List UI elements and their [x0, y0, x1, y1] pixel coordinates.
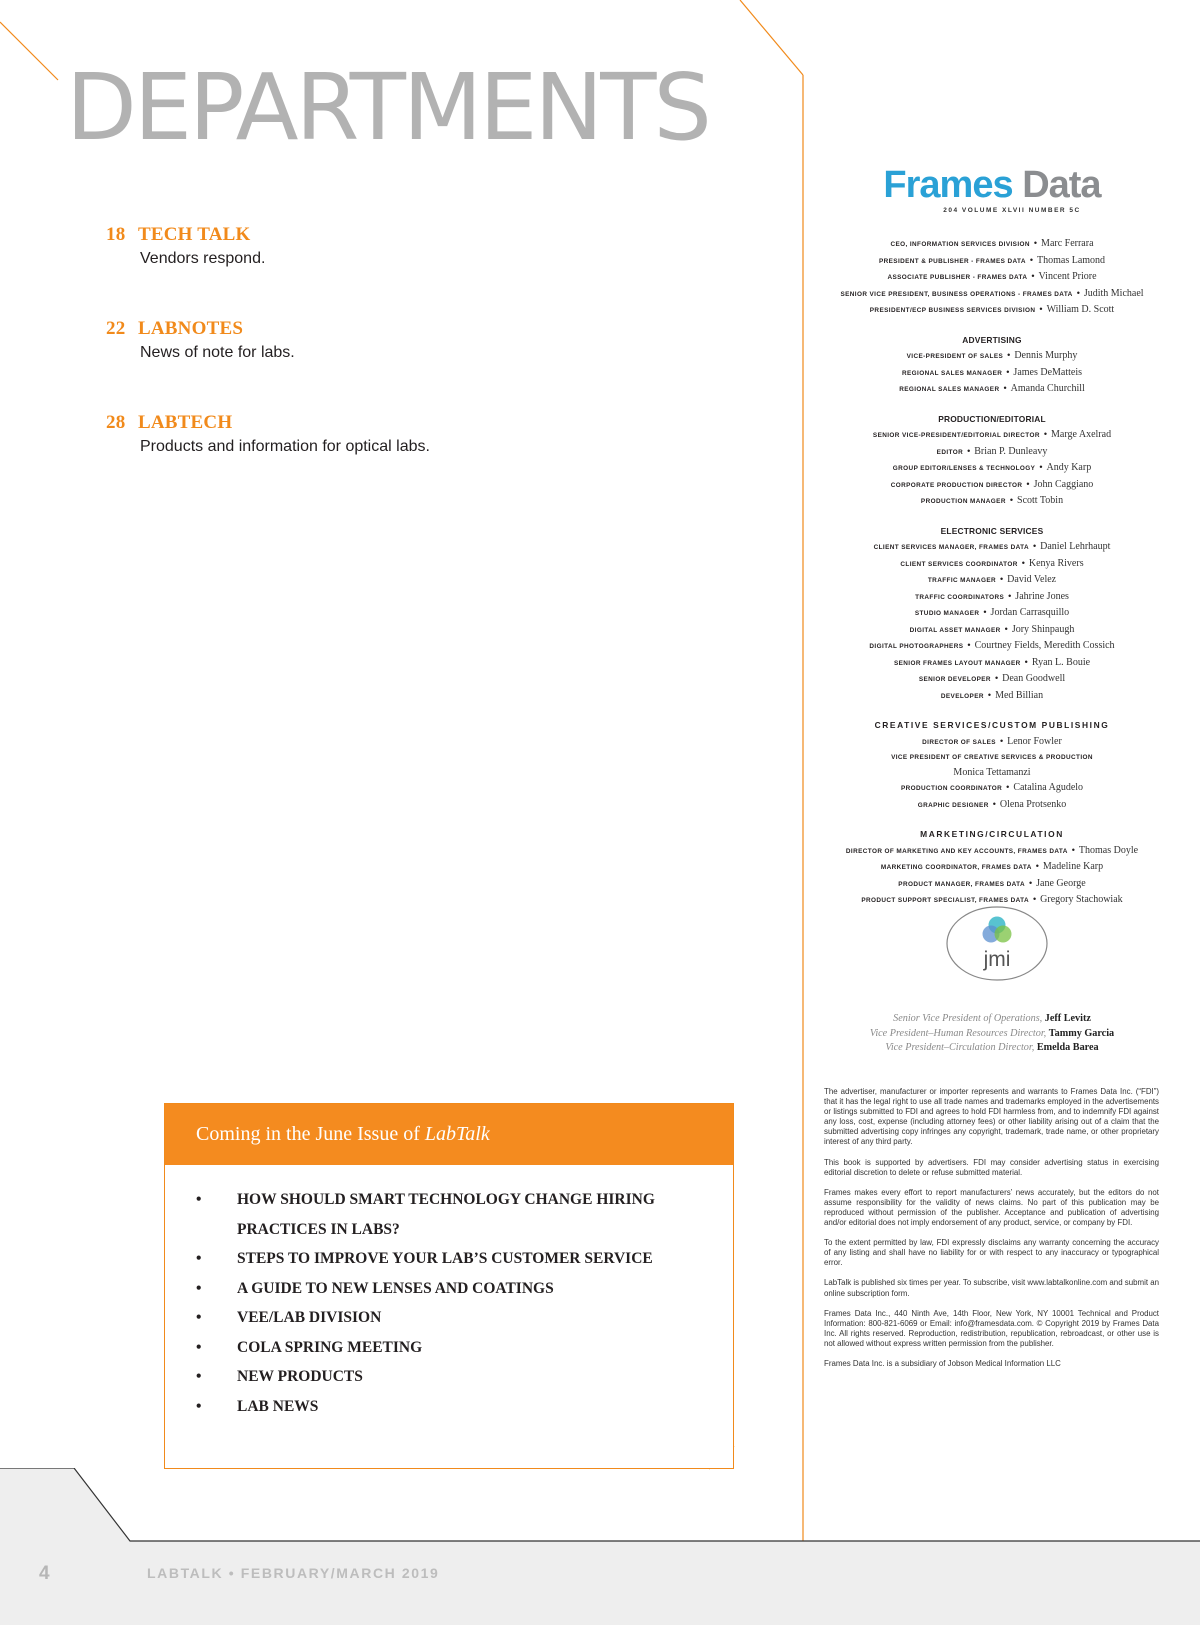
masthead-name: Dean Goodwell: [1002, 673, 1066, 684]
masthead-name: Jory Shinpaugh: [1011, 623, 1075, 635]
masthead-entry: [822, 589, 1162, 606]
masthead-section-heading: ELECTRONIC SERVICES: [940, 525, 1044, 536]
masthead-entry: [822, 622, 1162, 639]
masthead-separator: •: [994, 673, 999, 683]
masthead-name: Andy Karp: [1046, 462, 1092, 473]
masthead-separator: •: [1035, 861, 1039, 871]
masthead-staff-list: [822, 236, 1162, 909]
executive-name: Tammy Garcia: [1048, 1027, 1115, 1039]
bullet: •: [196, 1250, 202, 1267]
masthead-entry: [822, 427, 1162, 444]
masthead-entry: [822, 348, 1162, 365]
executive-list: [822, 1012, 1162, 1056]
masthead-role: STUDIO MANAGER: [914, 610, 980, 617]
executive-name: Jeff Levitz: [1044, 1013, 1091, 1024]
masthead-entry: [822, 269, 1162, 286]
masthead-entry: [822, 876, 1162, 893]
masthead-role: VICE PRESIDENT OF CREATIVE SERVICES & PRODUCTION: [891, 754, 1093, 761]
coming-topic-text: A GUIDE TO NEW LENSES AND COATINGS: [237, 1279, 554, 1297]
coming-topic-text: HOW SHOULD SMART TECHNOLOGY CHANGE HIRING PRACTICES IN LABS?: [237, 1191, 655, 1238]
masthead-entry: [822, 286, 1162, 303]
masthead-entry: [822, 766, 1162, 781]
masthead-role: EDITOR: [936, 448, 964, 456]
masthead-role: REGIONAL SALES MANAGER: [901, 369, 1003, 377]
masthead-role: PRODUCT MANAGER, FRAMES DATA: [898, 880, 1025, 888]
masthead-role: CEO, INFORMATION SERVICES DIVISION: [890, 241, 1030, 248]
masthead-name: Catalina Agudelo: [1013, 782, 1084, 793]
masthead-separator: •: [1032, 541, 1037, 551]
masthead-entry: [822, 365, 1162, 382]
masthead-entry: [822, 780, 1162, 797]
masthead-role: PRODUCTION MANAGER: [920, 498, 1006, 505]
masthead-name: Courtney Fields, Meredith Cossich: [974, 640, 1115, 651]
masthead-entry: [822, 460, 1162, 477]
department-page-number: 18: [106, 224, 126, 245]
coming-topic-text: VEE/LAB DIVISION: [237, 1309, 382, 1326]
coming-next-issue-heading: [165, 1104, 733, 1165]
masthead-section-heading: PRODUCTION/EDITORIAL: [938, 413, 1046, 424]
department-item[interactable]: [106, 318, 666, 362]
department-name: TECH TALK: [138, 224, 251, 245]
folio-line: LABTALK • FEBRUARY/MARCH 2019: [147, 1565, 440, 1581]
masthead-entry: [822, 638, 1162, 655]
coming-topic-item: [196, 1392, 713, 1422]
masthead-separator: •: [1031, 271, 1035, 281]
masthead-section-heading: CREATIVE SERVICES/CUSTOM PUBLISHING: [874, 720, 1110, 730]
masthead-role: DIRECTOR OF SALES: [922, 738, 996, 746]
page-title: DEPARTMENTS: [66, 54, 709, 161]
masthead-role: PRODUCTION COORDINATOR: [900, 785, 1003, 792]
legal-paragraph: Frames Data Inc., 440 Ninth Ave, 14th Floor, New York, NY 10001 Technical and Product Information: 800-821-6069 or Email: info@framesdata.com. © Copyright 2019 by Frames Data Inc. All rights reserved. Reproduction, redistribution, republication, rebroadcast, or other use is not allowed without express written permission from the publisher.: [824, 1308, 1159, 1348]
masthead-entry: [822, 477, 1162, 494]
masthead-name: Olena Protsenko: [999, 798, 1067, 810]
department-page-number: 22: [106, 318, 126, 339]
masthead-separator: •: [967, 445, 971, 456]
masthead-role: PRESIDENT/ECP BUSINESS SERVICES DIVISION: [869, 307, 1036, 314]
masthead-entry: [822, 539, 1162, 556]
legal-paragraph: To the extent permitted by law, FDI expressly disclaims any warranty concerning the accuracy of any listing and shall have no liability for or with respect to any inaccuracy or typographical error.: [824, 1238, 1159, 1268]
department-name: LABTECH: [138, 412, 233, 433]
masthead-name: Jahrine Jones: [1015, 590, 1069, 602]
legal-paragraph: Frames Data Inc. is a subsidiary of Jobson Medical Information LLC: [824, 1358, 1061, 1368]
masthead-name: Judith Michael: [1083, 287, 1144, 299]
coming-topic-item: [196, 1333, 713, 1363]
logo-data-word: Data: [1022, 164, 1101, 206]
bullet: •: [196, 1279, 202, 1297]
coming-topic-text: COLA SPRING MEETING: [237, 1338, 423, 1356]
masthead-role: MARKETING COORDINATOR, FRAMES DATA: [880, 864, 1032, 871]
coming-topic-item: [196, 1362, 713, 1392]
masthead-separator: •: [1000, 574, 1004, 584]
bullet: •: [196, 1191, 202, 1208]
masthead-separator: •: [1039, 304, 1043, 314]
page-number: 4: [39, 1563, 50, 1584]
bullet: •: [196, 1397, 202, 1415]
masthead-separator: •: [1029, 877, 1033, 888]
masthead-separator: •: [1043, 429, 1047, 439]
coming-topic-text: LAB NEWS: [237, 1397, 319, 1415]
executive-line: [822, 1027, 1162, 1042]
masthead-role: TRAFFIC MANAGER: [927, 577, 996, 584]
bullet: •: [196, 1309, 202, 1326]
department-description: News of note for labs.: [140, 344, 295, 361]
masthead-role: TRAFFIC COORDINATORS: [915, 593, 1005, 601]
masthead-separator: •: [1071, 844, 1075, 855]
coming-topic-text: NEW PRODUCTS: [237, 1368, 363, 1385]
masthead-role: CLIENT SERVICES COORDINATOR: [900, 560, 1018, 568]
masthead-entry: [822, 655, 1162, 672]
bullet: •: [196, 1368, 202, 1385]
masthead-separator: •: [1006, 366, 1010, 377]
legal-paragraph: LabTalk is published six times per year. To subscribe, visit www.labtalkonline.com and submit an online subscription form.: [824, 1278, 1159, 1298]
coming-topic-text: STEPS TO IMPROVE YOUR LAB’S CUSTOMER SERVICE: [237, 1250, 653, 1267]
masthead-name: David Velez: [1007, 574, 1057, 585]
masthead-role: DIGITAL ASSET MANAGER: [909, 626, 1001, 634]
legal-disclaimer: [824, 1087, 1159, 1379]
masthead-role: CLIENT SERVICES MANAGER, FRAMES DATA: [873, 544, 1029, 551]
executive-line: [822, 1041, 1162, 1056]
masthead-section-heading: MARKETING/CIRCULATION: [920, 829, 1064, 839]
masthead-name: Brian P. Dunleavy: [974, 445, 1048, 457]
masthead-name: Daniel Lehrhaupt: [1040, 541, 1111, 552]
executive-role: Senior Vice President of Operations,: [893, 1013, 1043, 1024]
legal-paragraph: This book is supported by advertisers. FDI may consider advertising status in exercising editorial discretion to delete or refuse submitted material.: [824, 1157, 1159, 1177]
corner-accent-line: [0, 22, 58, 80]
masthead-role: DEVELOPER: [940, 692, 984, 700]
masthead-name: John Caggiano: [1033, 478, 1094, 490]
masthead-name: Jane George: [1036, 877, 1086, 889]
masthead-role: REGIONAL SALES MANAGER: [899, 386, 1000, 393]
masthead-name: William D. Scott: [1046, 304, 1115, 315]
department-item[interactable]: [106, 224, 666, 268]
legal-paragraph: Frames makes every effort to report manufacturers’ news accurately, but the editors do not assume responsibility for the validity of news claims. No part of this publication may be reproduced without permission of the publisher. Acceptance and publication of advertising and/or editorial does not imply endorsement of any product, service, or company by FDI.: [824, 1187, 1159, 1228]
coming-topics-list: [165, 1165, 733, 1421]
masthead-separator: •: [1006, 782, 1010, 792]
masthead-role: ASSOCIATE PUBLISHER - FRAMES DATA: [887, 274, 1028, 281]
masthead-separator: •: [1009, 495, 1014, 505]
coming-topic-item: [196, 1274, 713, 1304]
masthead-entry: [822, 671, 1162, 688]
masthead-separator: •: [987, 689, 992, 700]
masthead-entry: [822, 605, 1162, 622]
masthead-role: SENIOR DEVELOPER: [918, 676, 991, 683]
department-page-number: 28: [106, 412, 126, 433]
masthead-role: PRODUCT SUPPORT SPECIALIST, FRAMES DATA: [861, 897, 1030, 904]
masthead-separator: •: [1008, 590, 1012, 601]
masthead-entry: [822, 253, 1162, 270]
masthead-name: Jordan Carrasquillo: [990, 607, 1070, 618]
masthead-separator: •: [1026, 478, 1030, 489]
bullet: •: [196, 1338, 202, 1356]
footer-band: [0, 1468, 1200, 1625]
logo-frames-word: Frames: [883, 164, 1013, 206]
masthead-separator: •: [1007, 350, 1011, 360]
masthead-entry: [822, 302, 1162, 319]
masthead-name: Gregory Stachowiak: [1040, 894, 1123, 905]
coming-heading-text: Coming in the June Issue of: [196, 1123, 425, 1145]
masthead-name: Thomas Lamond: [1037, 254, 1106, 266]
masthead-entry: [822, 556, 1162, 573]
masthead-role: CORPORATE PRODUCTION DIRECTOR: [890, 481, 1023, 489]
coming-topic-item: [196, 1185, 713, 1244]
legal-paragraph: The advertiser, manufacturer or importer represents and warrants to Frames Data Inc. (“FDI”) that it has the legal right to use all trade names and trademarks employed in the advertisements or listings submitted to FDI and agrees to hold FDI harmless from, and to indemnify FDI against any loss, cost, expense (including attorney fees) or other liability arising out of a claim that the submitted advertising copy infringes any copyright, trademark, trade name, or other proprietary interest of any third party.: [824, 1087, 1159, 1147]
masthead-entry: [822, 859, 1162, 876]
masthead-role: GRAPHIC DESIGNER: [917, 801, 989, 809]
masthead-role: PRESIDENT & PUBLISHER - FRAMES DATA: [878, 257, 1026, 265]
masthead-separator: •: [1039, 462, 1043, 472]
masthead-separator: •: [1029, 254, 1033, 265]
coming-next-issue-box: [164, 1103, 734, 1469]
masthead-section-heading: ADVERTISING: [962, 334, 1022, 345]
masthead-role: SENIOR FRAMES LAYOUT MANAGER: [893, 659, 1021, 667]
masthead-entry: [822, 734, 1162, 751]
jmi-logo-text: jmi: [983, 948, 1011, 971]
coming-topic-item: [196, 1244, 713, 1274]
masthead-separator: •: [967, 640, 971, 650]
masthead-role: SENIOR VICE PRESIDENT, BUSINESS OPERATIONS - FRAMES DATA: [840, 290, 1073, 298]
masthead-entry: [822, 688, 1162, 705]
masthead-name: Ryan L. Bouie: [1031, 656, 1091, 668]
masthead-entry: [822, 381, 1162, 398]
top-right-accent-line: [740, 0, 803, 75]
masthead-name: Thomas Doyle: [1078, 844, 1139, 856]
masthead-name: Scott Tobin: [1017, 495, 1064, 506]
jmi-logo: [945, 905, 1049, 982]
masthead-role: GROUP EDITOR/LENSES & TECHNOLOGY: [892, 465, 1036, 472]
masthead-entry: [822, 750, 1162, 766]
masthead-name: Marc Ferrara: [1041, 238, 1094, 249]
masthead-entry: [822, 843, 1162, 860]
masthead-name: James DeMatteis: [1013, 366, 1083, 378]
masthead-separator: •: [1024, 656, 1028, 667]
department-name: LABNOTES: [138, 318, 244, 339]
executive-role: Vice President–Circulation Director,: [885, 1042, 1035, 1054]
coming-heading-magazine: LabTalk: [424, 1123, 490, 1145]
masthead-entry: [822, 797, 1162, 814]
masthead-separator: •: [1003, 383, 1007, 393]
masthead-entry: [822, 236, 1162, 253]
executive-line: [822, 1012, 1162, 1027]
masthead-separator: •: [1076, 287, 1080, 298]
masthead-name: Marge Axelrad: [1051, 429, 1112, 440]
masthead-name: Vincent Priore: [1038, 271, 1097, 282]
executive-role: Vice President–Human Resources Director,: [869, 1027, 1047, 1039]
masthead-name: Madeline Karp: [1042, 861, 1104, 872]
masthead-name: Amanda Churchill: [1010, 383, 1085, 394]
volume-line: 204 VOLUME XLVII NUMBER 5C: [943, 207, 1081, 214]
masthead-name: Kenya Rivers: [1028, 557, 1084, 569]
department-description: Vendors respond.: [140, 250, 266, 267]
executive-name: Emelda Barea: [1036, 1042, 1099, 1054]
department-item[interactable]: [106, 412, 666, 456]
masthead-name: Lenor Fowler: [1007, 735, 1062, 747]
coming-topic-item: [196, 1303, 713, 1333]
masthead-entry: [822, 493, 1162, 510]
masthead-separator: •: [999, 735, 1004, 746]
masthead-separator: •: [992, 798, 996, 809]
masthead-separator: •: [983, 607, 987, 617]
masthead-separator: •: [1033, 238, 1038, 248]
masthead-separator: •: [1004, 623, 1008, 634]
masthead-role: SENIOR VICE-PRESIDENT/EDITORIAL DIRECTOR: [872, 432, 1040, 439]
masthead-role: DIGITAL PHOTOGRAPHERS: [869, 643, 964, 650]
masthead-name: Med Billian: [995, 689, 1044, 701]
masthead-separator: •: [1033, 894, 1037, 904]
department-description: Products and information for optical labs.: [140, 438, 430, 455]
masthead-role: VICE-PRESIDENT OF SALES: [906, 353, 1004, 360]
masthead-separator: •: [1021, 557, 1025, 568]
masthead-name: Monica Tettamanzi: [953, 766, 1031, 778]
frames-data-logo: [822, 166, 1162, 214]
masthead-role: DIRECTOR OF MARKETING AND KEY ACCOUNTS, FRAMES DATA: [845, 847, 1068, 855]
masthead-entry: [822, 572, 1162, 589]
masthead-entry: [822, 444, 1162, 461]
masthead-name: Dennis Murphy: [1014, 350, 1078, 361]
